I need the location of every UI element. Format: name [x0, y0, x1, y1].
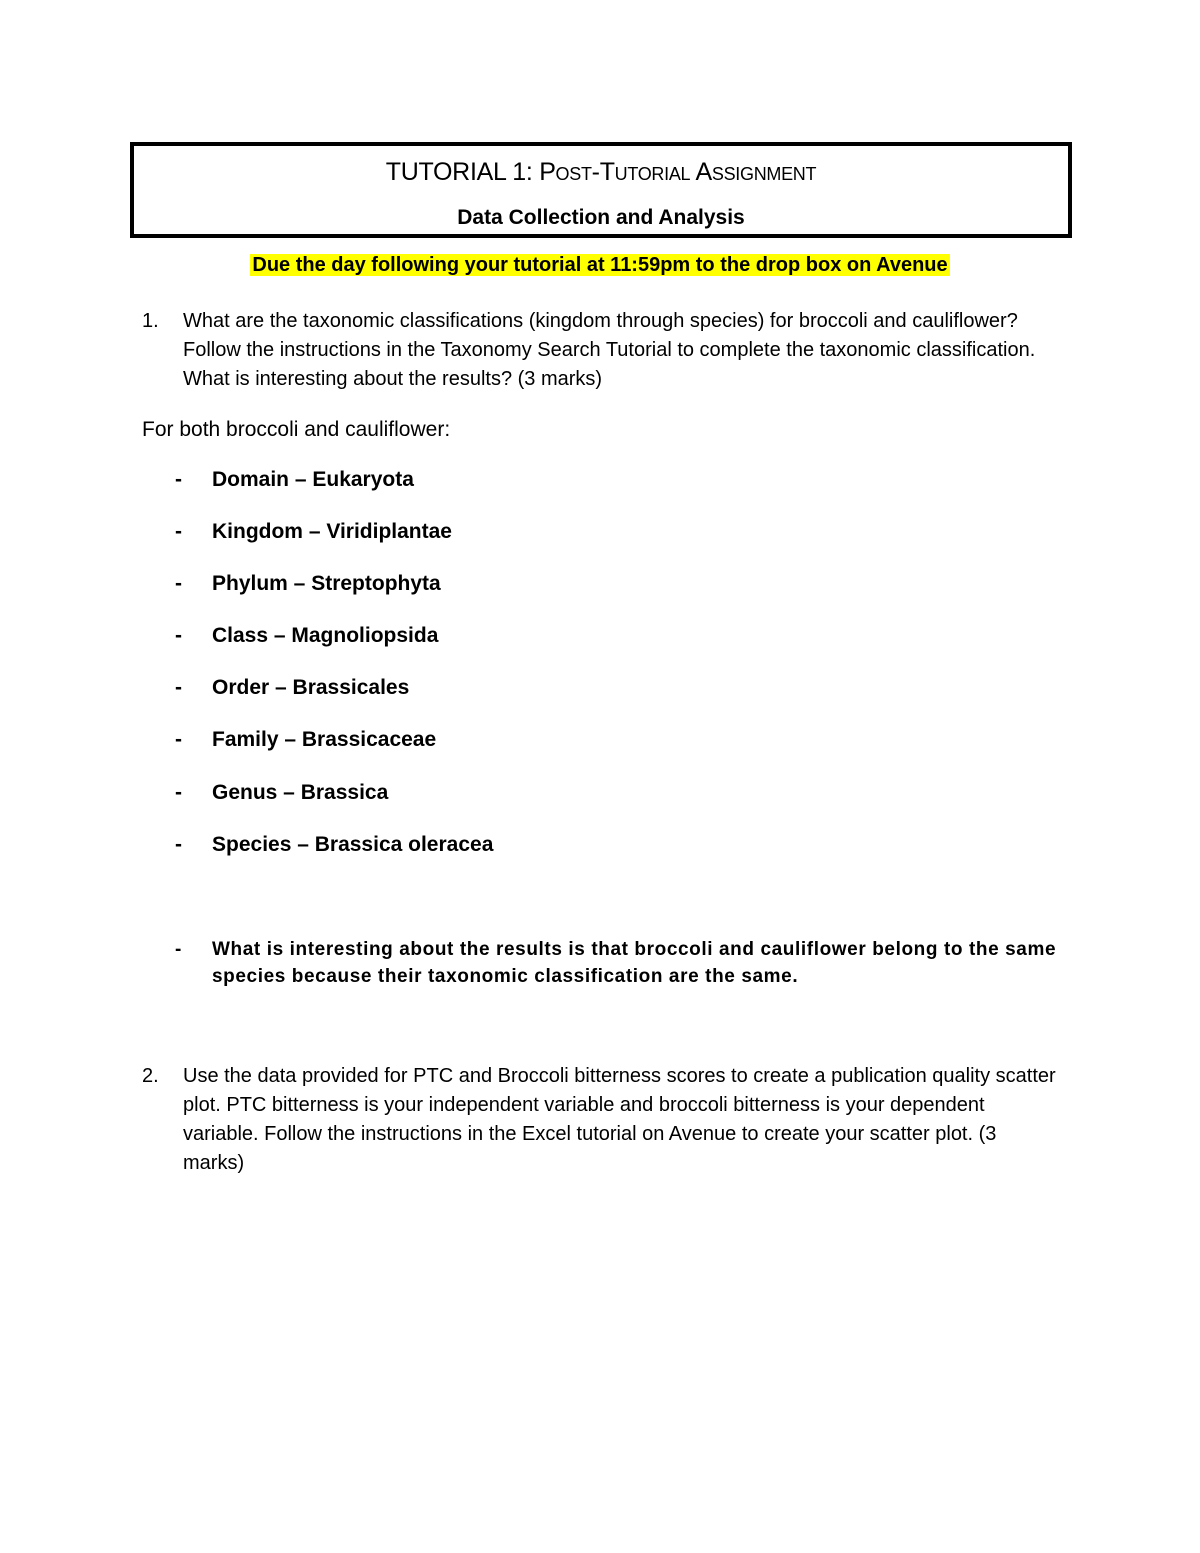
answer-note-text: What is interesting about the results is that broccoli and cauliflower belong to the same species because their taxonomic classification are the same.	[212, 939, 1057, 987]
taxonomy-kingdom: Kingdom – Viridiplantae	[212, 520, 452, 543]
question-number: 1.	[142, 310, 159, 332]
question-number: 2.	[142, 1065, 159, 1087]
document-subtitle: Data Collection and Analysis	[457, 206, 745, 229]
document-title	[134, 156, 1068, 188]
list-item	[0, 570, 1200, 600]
question-text: What are the taxonomic classifications (kingdom through species) for broccoli and cauliflower? Follow the instructions in the Taxonomy Search Tutorial to complete the taxonomic classification. What is interesting about the results? (3 marks)	[183, 310, 1036, 390]
taxonomy-order: Order – Brassicales	[212, 676, 410, 699]
bullet-dash: -	[175, 676, 182, 699]
list-item	[0, 726, 1200, 756]
bullet-dash: -	[175, 781, 182, 804]
taxonomy-phylum: Phylum – Streptophyta	[212, 572, 441, 595]
list-item	[0, 779, 1200, 809]
answer-heading: For both broccoli and cauliflower:	[142, 418, 451, 441]
question-text: Use the data provided for PTC and Broccoli bitterness scores to create a publication quality scatter plot. PTC bitterness is your independent variable and broccoli bitterness is your dependent variable. Follow the instructions in the Excel tutorial on Avenue to create your scatter plot. (3 marks)	[183, 1065, 1056, 1174]
taxonomy-family: Family – Brassicaceae	[212, 728, 437, 751]
list-item	[0, 674, 1200, 704]
bullet-dash: -	[175, 520, 182, 543]
bullet-dash: -	[175, 728, 182, 751]
bullet-dash: -	[175, 572, 182, 595]
list-item	[0, 518, 1200, 548]
list-item	[0, 466, 1200, 496]
taxonomy-domain: Domain – Eukaryota	[212, 468, 414, 491]
title-smallcaps: Post-Tutorial Assignment	[539, 158, 817, 186]
bullet-dash: -	[175, 833, 182, 856]
title-prefix: TUTORIAL 1:	[385, 158, 540, 186]
bullet-dash: -	[175, 939, 182, 960]
bullet-dash: -	[175, 624, 182, 647]
taxonomy-class: Class – Magnoliopsida	[212, 624, 439, 647]
title-box	[130, 142, 1072, 238]
taxonomy-genus: Genus – Brassica	[212, 781, 389, 804]
due-notice-highlight: Due the day following your tutorial at 11:59pm to the drop box on Avenue	[252, 254, 948, 276]
bullet-dash: -	[175, 468, 182, 491]
taxonomy-species: Species – Brassica oleracea	[212, 833, 494, 856]
list-item	[0, 831, 1200, 861]
list-item	[0, 622, 1200, 652]
due-notice	[0, 251, 1200, 279]
